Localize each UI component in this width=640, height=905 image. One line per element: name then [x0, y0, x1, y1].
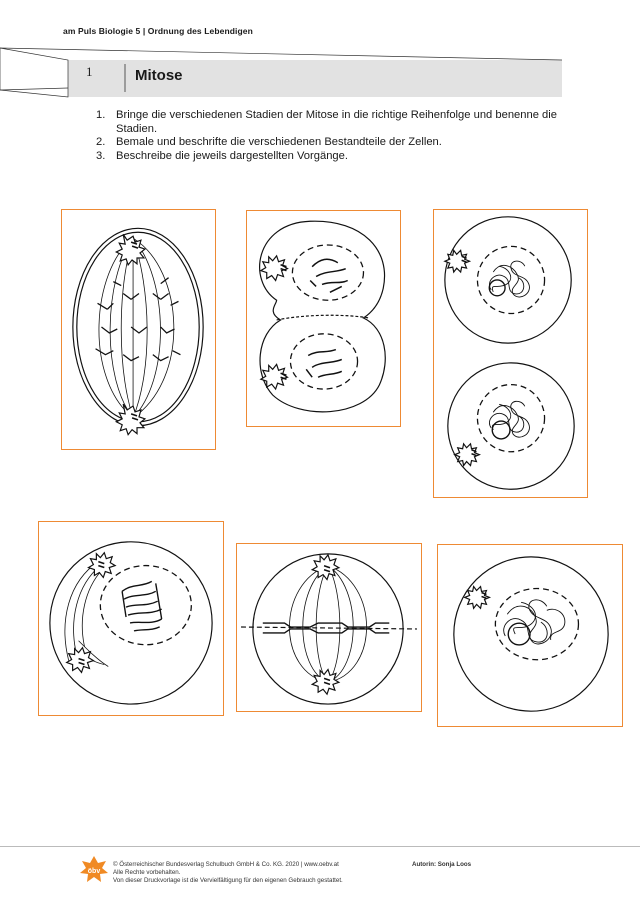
footer-author: Autorin: Sonja Loos [412, 861, 472, 868]
title-banner [0, 40, 640, 100]
page-title: Mitose [135, 67, 183, 84]
footer-divider [0, 846, 640, 847]
mitosis-stage-image [437, 544, 623, 727]
task-item: 3. Beschreibe die jeweils dargestellten Vorgänge. [96, 149, 348, 162]
mitosis-stage-image [246, 210, 401, 427]
mitosis-stage-image [236, 543, 422, 712]
task-item: 1. Bringe die verschiedenen Stadien der Mitose in die richtige Reihenfolge und benenne die Stadien. [96, 109, 557, 135]
publisher-logo [79, 855, 109, 885]
task-item: 2. Bemale und beschrifte die verschiedenen Bestandteile der Zellen. [96, 136, 442, 149]
series-header: am Puls Biologie 5 | Ordnung des Lebendigen [63, 26, 253, 36]
mitosis-stage-image [61, 209, 216, 450]
footer-copyright: © Österreichischer Bundesverlag Schulbuch GmbH & Co. KG. 2020 | www.oebv.at Alle Rechte vorbehalten. Von dieser Druckvorlage ist die Vervielfältigung für den eigenen Gebrauch gestattet. [113, 861, 343, 884]
task-list [96, 109, 566, 163]
svg-text:öbv: öbv [87, 868, 101, 875]
task-number: 1 [86, 64, 93, 79]
mitosis-stage-image [38, 521, 224, 716]
mitosis-stage-image [433, 209, 588, 498]
